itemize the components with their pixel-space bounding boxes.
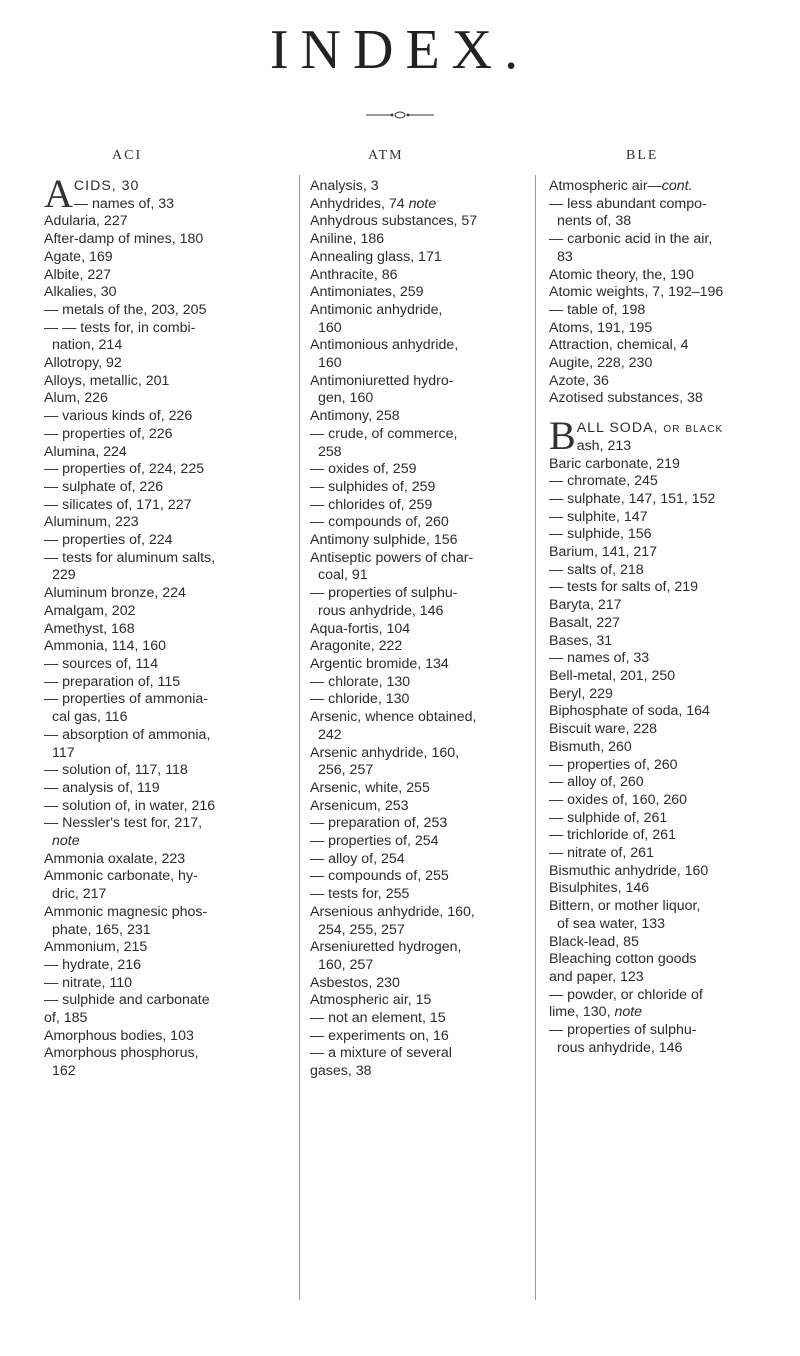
- index-entry: Allotropy, 92: [44, 355, 122, 372]
- index-entry: Antimoniuretted hydro-: [310, 372, 454, 389]
- index-column-3: [549, 178, 794, 1057]
- index-entry: Ammonic magnesic phos-: [44, 903, 208, 920]
- index-entry: 117: [52, 744, 75, 761]
- index-entry: — sulphides of, 259: [310, 478, 436, 495]
- index-entry: Aqua-fortis, 104: [310, 620, 411, 637]
- index-entry: 160: [318, 319, 342, 336]
- index-entry: — various kinds of, 226: [44, 408, 193, 425]
- index-entry: Anhydrides, 74 note: [310, 195, 437, 212]
- index-entry: Atomic theory, the, 190: [549, 266, 694, 283]
- index-entry: — sulphate, 147, 151, 152: [549, 490, 716, 507]
- index-entry: Atmospheric air—cont.: [549, 178, 693, 194]
- index-entry: — properties of sulphu-: [310, 585, 458, 602]
- column-rule-1: [299, 175, 300, 1300]
- column-head-1: ACI: [112, 148, 143, 163]
- index-entry: 160, 257: [318, 956, 374, 973]
- index-column-2: [310, 178, 532, 1081]
- index-entry: — salts of, 218: [549, 561, 644, 578]
- section-gap: [549, 408, 794, 420]
- index-entry: Amorphous bodies, 103: [44, 1027, 194, 1044]
- index-entry: Arseniuretted hydrogen,: [310, 939, 462, 956]
- index-entry: — properties of sulphu-: [549, 1022, 697, 1039]
- index-entry: Azotised substances, 38: [549, 390, 703, 407]
- index-entry: coal, 91: [318, 567, 368, 584]
- index-entry: 258: [318, 443, 342, 460]
- index-entry: Argentic bromide, 134: [310, 655, 449, 672]
- index-entry: Arsenic, whence obtained,: [310, 709, 477, 726]
- index-entry: Aluminum, 223: [44, 514, 139, 531]
- index-entry: — a mixture of several: [310, 1045, 452, 1062]
- index-entry: — properties of, 224: [44, 532, 173, 549]
- index-entry: — chromate, 245: [549, 473, 658, 490]
- index-entry: Augite, 228, 230: [549, 355, 653, 372]
- index-entry: Antiseptic powers of char-: [310, 549, 474, 566]
- index-entry: — compounds of, 255: [310, 868, 449, 885]
- ornament-rule: [366, 111, 434, 119]
- index-entry: — chloride, 130: [310, 691, 410, 708]
- index-entry: Ammonia, 114, 160: [44, 638, 166, 655]
- index-entry: — carbonic acid in the air,: [549, 231, 713, 248]
- index-entry: Anhydrous substances, 57: [310, 213, 478, 230]
- index-entry: — tests for salts of, 219: [549, 579, 699, 596]
- index-entry: Bell-metal, 201, 250: [549, 667, 676, 684]
- index-entry-text: ALL SODA, or black: [576, 420, 724, 437]
- index-entry: — not an element, 15: [310, 1010, 446, 1027]
- index-entry: Aluminum bronze, 224: [44, 585, 186, 602]
- index-entry: Anthracite, 86: [310, 266, 398, 283]
- index-entry: Alloys, metallic, 201: [44, 372, 170, 389]
- index-entry: — table of, 198: [549, 301, 646, 318]
- index-entry: Adularia, 227: [44, 213, 128, 230]
- index-entry: Alum, 226: [44, 390, 108, 407]
- index-entry: Black-lead, 85: [549, 933, 639, 950]
- index-entry: — Nessler's test for, 217,: [44, 815, 203, 832]
- index-entry: — alloy of, 254: [310, 850, 405, 867]
- index-entry: — solution of, 117, 118: [44, 762, 188, 779]
- index-entry: Baryta, 217: [549, 597, 622, 614]
- index-entry: 162: [52, 1063, 76, 1080]
- index-entry: Analysis, 3: [310, 178, 379, 194]
- index-entry: of, 185: [44, 1010, 88, 1027]
- index-entry: Barium, 141, 217: [549, 544, 658, 561]
- index-entry: 254, 255, 257: [318, 921, 405, 938]
- index-entry: Bittern, or mother liquor,: [549, 898, 701, 915]
- index-entry: — hydrate, 216: [44, 956, 142, 973]
- index-entry: — properties of, 254: [310, 833, 439, 850]
- index-entry: — analysis of, 119: [44, 779, 160, 796]
- index-entry: Antimonic anhydride,: [310, 301, 443, 318]
- index-entry: — chlorides of, 259: [310, 496, 433, 513]
- index-entry: — tests for aluminum salts,: [44, 549, 216, 566]
- index-entry: Arsenic anhydride, 160,: [310, 744, 460, 761]
- index-entry: Basalt, 227: [549, 614, 620, 631]
- index-entry: — powder, or chloride of: [549, 986, 703, 1003]
- index-entry: — preparation of, 253: [310, 815, 448, 832]
- index-entry: — preparation of, 115: [44, 673, 181, 690]
- index-entry: Beryl, 229: [549, 685, 613, 702]
- index-entry: Bismuth, 260: [549, 738, 632, 755]
- index-entry: — properties of, 260: [549, 756, 678, 773]
- index-entry: Amethyst, 168: [44, 620, 135, 637]
- index-entry: — tests for, 255: [310, 886, 410, 903]
- index-entry: Asbestos, 230: [310, 974, 400, 991]
- index-entry: Atoms, 191, 195: [549, 319, 653, 336]
- index-entry: Antimony sulphide, 156: [310, 532, 458, 549]
- index-entry: — less abundant compo-: [549, 195, 707, 212]
- index-entry: Amorphous phosphorus,: [44, 1045, 199, 1062]
- index-entry: — oxides of, 160, 260: [549, 791, 688, 808]
- index-entry: — silicates of, 171, 227: [44, 496, 192, 513]
- index-entry: nents of, 38: [557, 213, 632, 230]
- index-entry: Albite, 227: [44, 266, 112, 283]
- index-entry: lime, 130, note: [549, 1004, 643, 1021]
- index-entry: — oxides of, 259: [310, 461, 417, 478]
- index-entry: — absorption of ammonia,: [44, 726, 211, 743]
- index-entry: gases, 38: [310, 1063, 372, 1080]
- column-rule-2: [535, 175, 536, 1300]
- index-entry: dric, 217: [52, 886, 107, 903]
- page-title: INDEX.: [269, 19, 531, 81]
- index-entry: — experiments on, 16: [310, 1027, 449, 1044]
- index-entry: — compounds of, 260: [310, 514, 449, 531]
- index-entry: Atmospheric air, 15: [310, 992, 432, 1009]
- index-entry: gen, 160: [318, 390, 374, 407]
- index-entry: Atomic weights, 7, 192–196: [549, 284, 724, 301]
- index-entry: — crude, of commerce,: [310, 425, 458, 442]
- index-entry: Azote, 36: [549, 372, 609, 389]
- index-entry: Amalgam, 202: [44, 602, 136, 619]
- column-head-3: BLE: [626, 148, 659, 163]
- index-entry: — sulphide and carbonate: [44, 992, 210, 1009]
- index-entry: Baric carbonate, 219: [549, 455, 680, 472]
- index-entry: — sulphate of, 226: [44, 478, 164, 495]
- index-entry: Ammonia oxalate, 223: [44, 850, 186, 867]
- index-entry: — alloy of, 260: [549, 774, 644, 791]
- index-entry: — sulphide of, 261: [549, 809, 668, 826]
- index-entry: ash, 213: [576, 437, 632, 454]
- index-entry: — properties of ammonia-: [44, 691, 209, 708]
- index-entry: Attraction, chemical, 4: [549, 337, 689, 354]
- index-column-1: [44, 171, 294, 1081]
- index-entry: Ammonic carbonate, hy-: [44, 868, 198, 885]
- index-entry: Arsenicum, 253: [310, 797, 409, 814]
- index-entry: — metals of the, 203, 205: [44, 301, 207, 318]
- index-entry: After-damp of mines, 180: [44, 231, 204, 248]
- index-entry: Ammonium, 215: [44, 939, 148, 956]
- index-entry: — names of, 33: [73, 195, 175, 212]
- index-entry: Arsenic, white, 255: [310, 779, 430, 796]
- index-entry: Annealing glass, 171: [310, 248, 442, 265]
- index-entry: — sulphide, 156: [549, 526, 652, 543]
- index-entry: — properties of, 224, 225: [44, 461, 205, 478]
- index-entry: note: [52, 833, 80, 850]
- index-entry: Bisulphites, 146: [549, 880, 650, 897]
- index-entry: — properties of, 226: [44, 425, 173, 442]
- index-entry: 242: [318, 726, 342, 743]
- index-entry: Antimoniates, 259: [310, 284, 424, 301]
- drop-cap: A: [44, 171, 73, 216]
- index-entry: — nitrate, 110: [44, 974, 133, 991]
- index-entry: nation, 214: [52, 337, 123, 354]
- index-entry: Aniline, 186: [310, 231, 385, 248]
- index-entry: Antimony, 258: [310, 408, 400, 425]
- index-entry-text: CIDS, 30: [73, 178, 140, 194]
- column-heads: [0, 148, 800, 168]
- index-entry: 256, 257: [318, 762, 374, 779]
- index-entry: phate, 165, 231: [52, 921, 151, 938]
- index-entry: Bases, 31: [549, 632, 613, 649]
- index-entry: Antimonious anhydride,: [310, 337, 459, 354]
- index-entry: — chlorate, 130: [310, 673, 411, 690]
- index-entry: Bleaching cotton goods: [549, 951, 697, 968]
- index-entry: Alumina, 224: [44, 443, 127, 460]
- index-entry: Biphosphate of soda, 164: [549, 703, 710, 720]
- index-entry: and paper, 123: [549, 968, 644, 985]
- index-entry: — names of, 33: [549, 650, 650, 667]
- index-entry: Agate, 169: [44, 248, 113, 265]
- index-entry: Alkalies, 30: [44, 284, 117, 301]
- index-entry: — trichloride of, 261: [549, 827, 676, 844]
- index-entry: 229: [52, 567, 76, 584]
- index-entry: rous anhydride, 146: [557, 1039, 683, 1056]
- index-entry: — solution of, in water, 216: [44, 797, 216, 814]
- index-entry: Biscuit ware, 228: [549, 721, 658, 738]
- index-entry: — nitrate of, 261: [549, 845, 654, 862]
- index-entry: rous anhydride, 146: [318, 602, 444, 619]
- index-entry: — sulphite, 147: [549, 508, 648, 525]
- index-entry: 160: [318, 355, 342, 372]
- index-entry: Aragonite, 222: [310, 638, 403, 655]
- index-entry: Arsenious anhydride, 160,: [310, 903, 475, 920]
- index-entry: Bismuthic anhydride, 160: [549, 862, 709, 879]
- index-entry: — sources of, 114: [44, 655, 159, 672]
- index-entry: — — tests for, in combi-: [44, 319, 196, 336]
- column-head-2: ATM: [368, 148, 404, 163]
- index-entry: of sea water, 133: [557, 915, 666, 932]
- drop-cap: B: [549, 413, 576, 459]
- index-entry: cal gas, 116: [52, 709, 128, 726]
- index-entry: 83: [557, 248, 573, 265]
